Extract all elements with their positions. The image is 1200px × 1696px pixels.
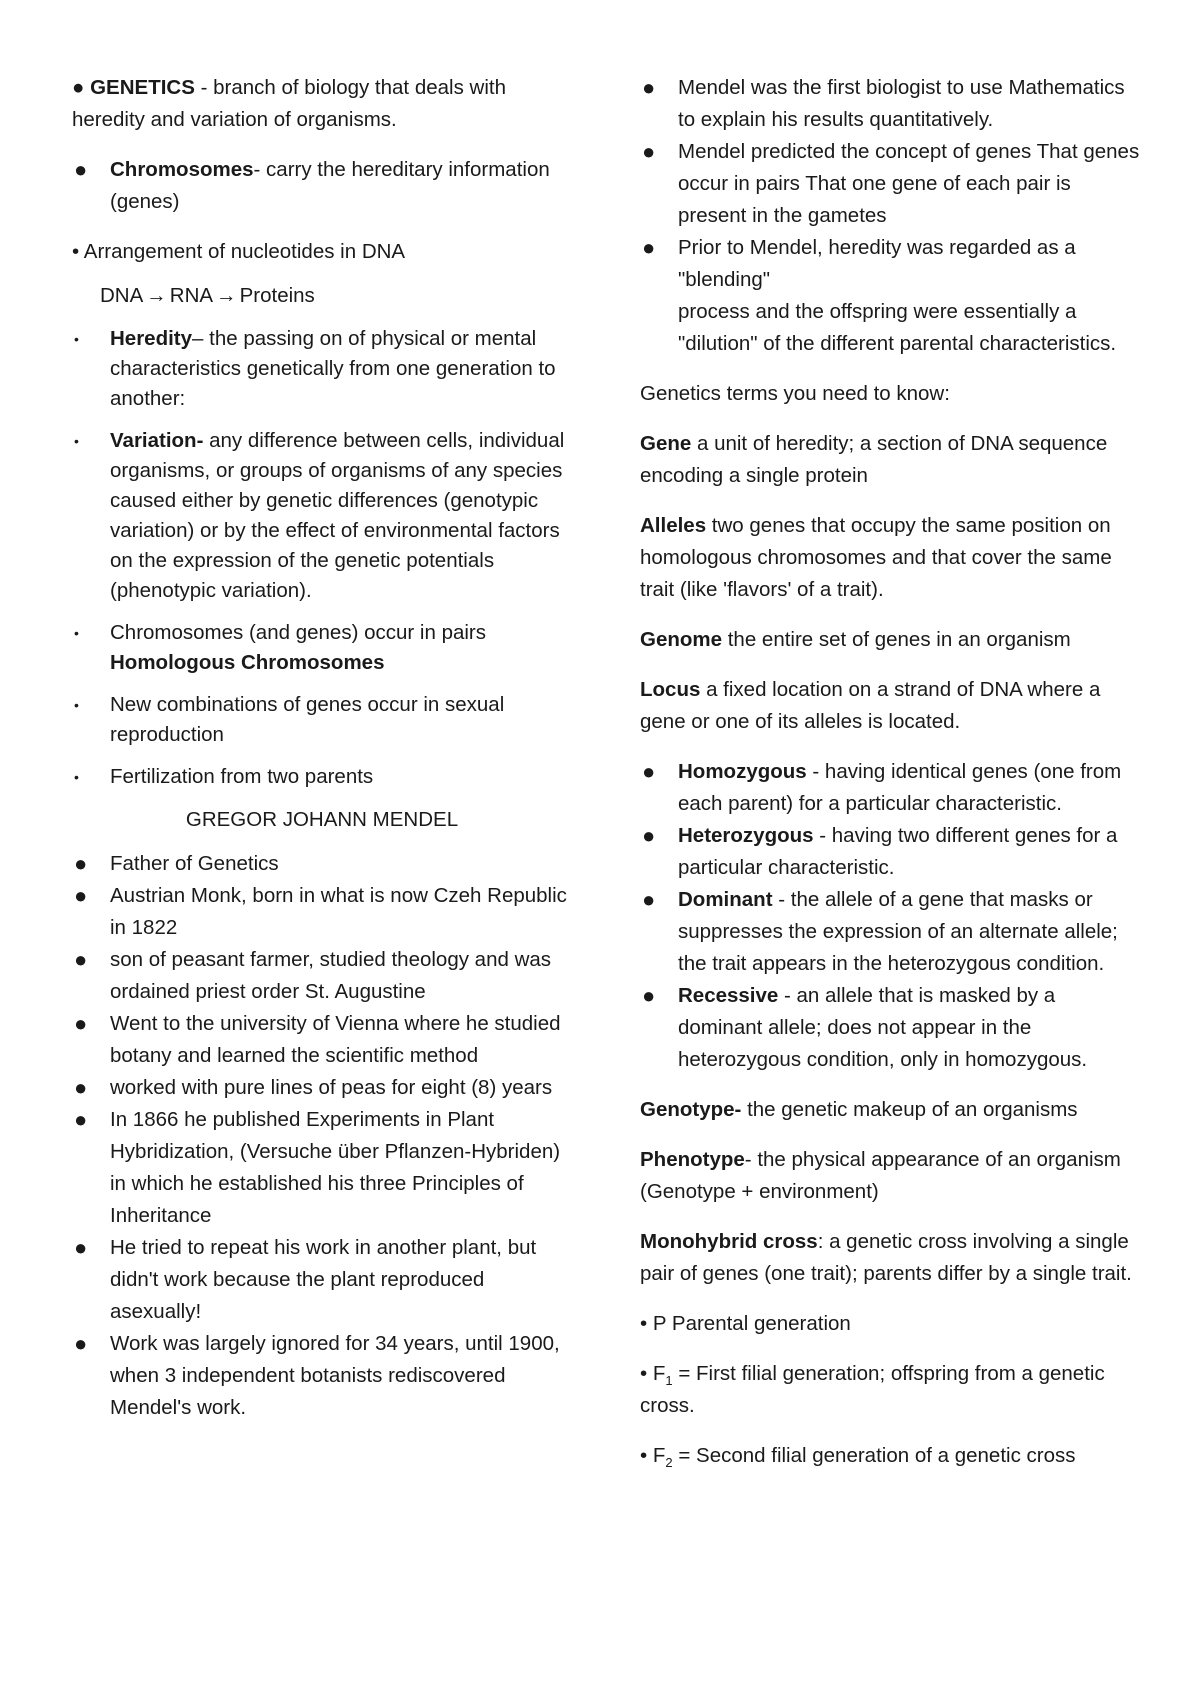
list-item: ● He tried to repeat his work in another plant, but didn't work because the plant reproduced asexually! — [72, 1232, 572, 1328]
genotype-definition: Genotype- the genetic makeup of an organisms — [640, 1098, 1078, 1121]
combinations-text: New combinations of genes occur in sexual reproduction — [110, 693, 505, 746]
genome-definition: Genome the entire set of genes in an organism — [640, 628, 1071, 651]
dna-flow — [72, 280, 572, 312]
f1-generation: • $F_1$ = First filial generation; offspring from a genetic cross. — [640, 1362, 1105, 1417]
heredity-item — [72, 324, 572, 414]
variation-item — [72, 426, 572, 606]
arrow-right-icon: → — [146, 284, 167, 307]
bullet-icon: ● — [642, 823, 656, 848]
monohybrid-definition: Monohybrid cross: a genetic cross involving a single pair of genes (one trait); parents differ by a single trait. — [640, 1230, 1132, 1285]
list-item: ● In 1866 he published Experiments in Plant Hybridization, (Versuche über Pflanzen-Hybriden) in which he established his three Principles of Inheritance — [72, 1104, 572, 1232]
bullet-icon: • — [74, 433, 79, 449]
alleles-term: Alleles — [640, 514, 707, 537]
list-item: ● Prior to Mendel, heredity was regarded as a "blending" process and the offspring were essentially a "dilution" of the different parental characteristics. — [640, 232, 1140, 360]
genetics-definition — [72, 72, 572, 136]
arrangement-text: Arrangement of nucleotides in DNA — [83, 240, 406, 263]
homologous-term: Homologous Chromosomes — [110, 651, 385, 674]
monohybrid-term: Monohybrid cross — [640, 1230, 818, 1253]
arrangement-line — [72, 236, 572, 268]
bullet-icon: • — [74, 697, 79, 713]
bullet-icon: ● — [74, 1075, 88, 1100]
list-item: ● Austrian Monk, born in what is now Czeh Republic in 1822 — [72, 880, 572, 944]
bullet-icon: ● — [72, 76, 85, 99]
bullet-icon: • — [74, 625, 79, 641]
fertilization-text: Fertilization from two parents — [110, 765, 374, 788]
heredity-term: Heredity — [110, 327, 193, 350]
bullet-icon: • — [74, 331, 79, 347]
list-item: ● Homozygous - having identical genes (one from each parent) for a particular characteristic. — [640, 756, 1140, 820]
terms-heading: Genetics terms you need to know: — [640, 382, 950, 405]
bullet-icon: • — [74, 769, 79, 785]
bullet-icon: ● — [642, 235, 656, 260]
variation-term: Variation- — [110, 429, 204, 452]
chromosomes-text: - carry the hereditary information (genes) — [110, 158, 550, 213]
bullet-icon: ● — [74, 1107, 88, 1132]
phenotype-definition: Phenotype- the physical appearance of an organism (Genotype + environment) — [640, 1148, 1121, 1203]
mendel-more-list — [640, 72, 1140, 360]
mendel-heading: GREGOR JOHANN MENDEL — [185, 808, 459, 831]
fertilization-item — [72, 762, 572, 792]
pairs-item — [72, 618, 572, 678]
bullet-icon: ● — [642, 887, 656, 912]
list-item: ● Mendel was the first biologist to use Mathematics to explain his results quantitatively. — [640, 72, 1140, 136]
bullet-icon: ● — [642, 75, 656, 100]
chromosomes-term: Chromosomes — [110, 158, 254, 181]
genetics-term: GENETICS — [90, 76, 195, 99]
genotype-term: Genotype- — [640, 1098, 742, 1121]
list-item: ● worked with pure lines of peas for eight (8) years — [72, 1072, 572, 1104]
locus-definition: Locus a fixed location on a strand of DNA where a gene or one of its alleles is located. — [640, 678, 1101, 733]
mendel-list — [72, 848, 572, 1424]
heredity-text: – the passing on of physical or mental characteristics genetically from one generation to another: — [110, 327, 556, 410]
bullet-icon: ● — [74, 883, 88, 908]
bullet-icon: ● — [74, 1011, 88, 1036]
list-item: ● son of peasant farmer, studied theology and was ordained priest order St. Augustine — [72, 944, 572, 1008]
proteins-label: Proteins — [239, 284, 315, 307]
bullet-icon: • — [72, 240, 80, 263]
zygosity-list — [640, 756, 1140, 1076]
alleles-definition: Alleles two genes that occupy the same position on homologous chromosomes and that cover the same trait (like 'flavors' of a trait). — [640, 514, 1112, 601]
bullet-icon: ● — [74, 947, 88, 972]
list-item: ● Dominant - the allele of a gene that masks or suppresses the expression of an alternate allele; the trait appears in the heterozygous condition. — [640, 884, 1140, 980]
phenotype-term: Phenotype — [640, 1148, 745, 1171]
genetics-text: - branch of biology that deals with heredity and variation of organisms. — [72, 76, 506, 131]
rna-label: RNA — [169, 284, 214, 307]
f2-generation: • $F_2$ = Second filial generation of a genetic cross — [640, 1444, 1076, 1471]
bullet-icon: • — [640, 1444, 648, 1467]
left-column — [72, 72, 572, 1424]
bullet-icon: ● — [74, 1331, 88, 1356]
list-item: ● Heterozygous - having two different genes for a particular characteristic. — [640, 820, 1140, 884]
bullet-icon: • — [640, 1312, 648, 1335]
bullet-icon: ● — [74, 1235, 88, 1260]
dna-label: DNA — [100, 284, 144, 307]
right-column — [640, 72, 1140, 1472]
arrow-right-icon: → — [216, 284, 237, 307]
parental-generation: • P Parental generation — [640, 1312, 851, 1335]
bullet-icon: ● — [642, 983, 656, 1008]
gene-term: Gene — [640, 432, 692, 455]
list-item: ● Mendel predicted the concept of genes That genes occur in pairs That one gene of each pair is present in the gametes — [640, 136, 1140, 232]
bullet-icon: • — [640, 1362, 648, 1385]
gene-definition: Gene a unit of heredity; a section of DNA sequence encoding a single protein — [640, 432, 1108, 487]
list-item: ● Father of Genetics — [72, 848, 572, 880]
variation-text: any difference between cells, individual organisms, or groups of organisms of any species caused either by genetic differences (genotypic variation) or by the effect of environmental factors on the expression of the genetic potentials (phenotypic variation). — [110, 429, 565, 602]
list-item: ● Went to the university of Vienna where he studied botany and learned the scientific method — [72, 1008, 572, 1072]
pairs-text: Chromosomes (and genes) occur in pairs — [110, 621, 486, 644]
chromosomes-item — [72, 154, 572, 218]
bullet-icon: ● — [642, 759, 656, 784]
combinations-item — [72, 690, 572, 750]
bullet-icon: ● — [74, 851, 88, 876]
list-item: ● Recessive - an allele that is masked by a dominant allele; does not appear in the heterozygous condition, only in homozygous. — [640, 980, 1140, 1076]
bullet-icon: ● — [74, 157, 88, 182]
list-item: ● Work was largely ignored for 34 years, until 1900, when 3 independent botanists rediscovered Mendel's work. — [72, 1328, 572, 1424]
locus-term: Locus — [640, 678, 701, 701]
genome-term: Genome — [640, 628, 723, 651]
bullet-icon: ● — [642, 139, 656, 164]
